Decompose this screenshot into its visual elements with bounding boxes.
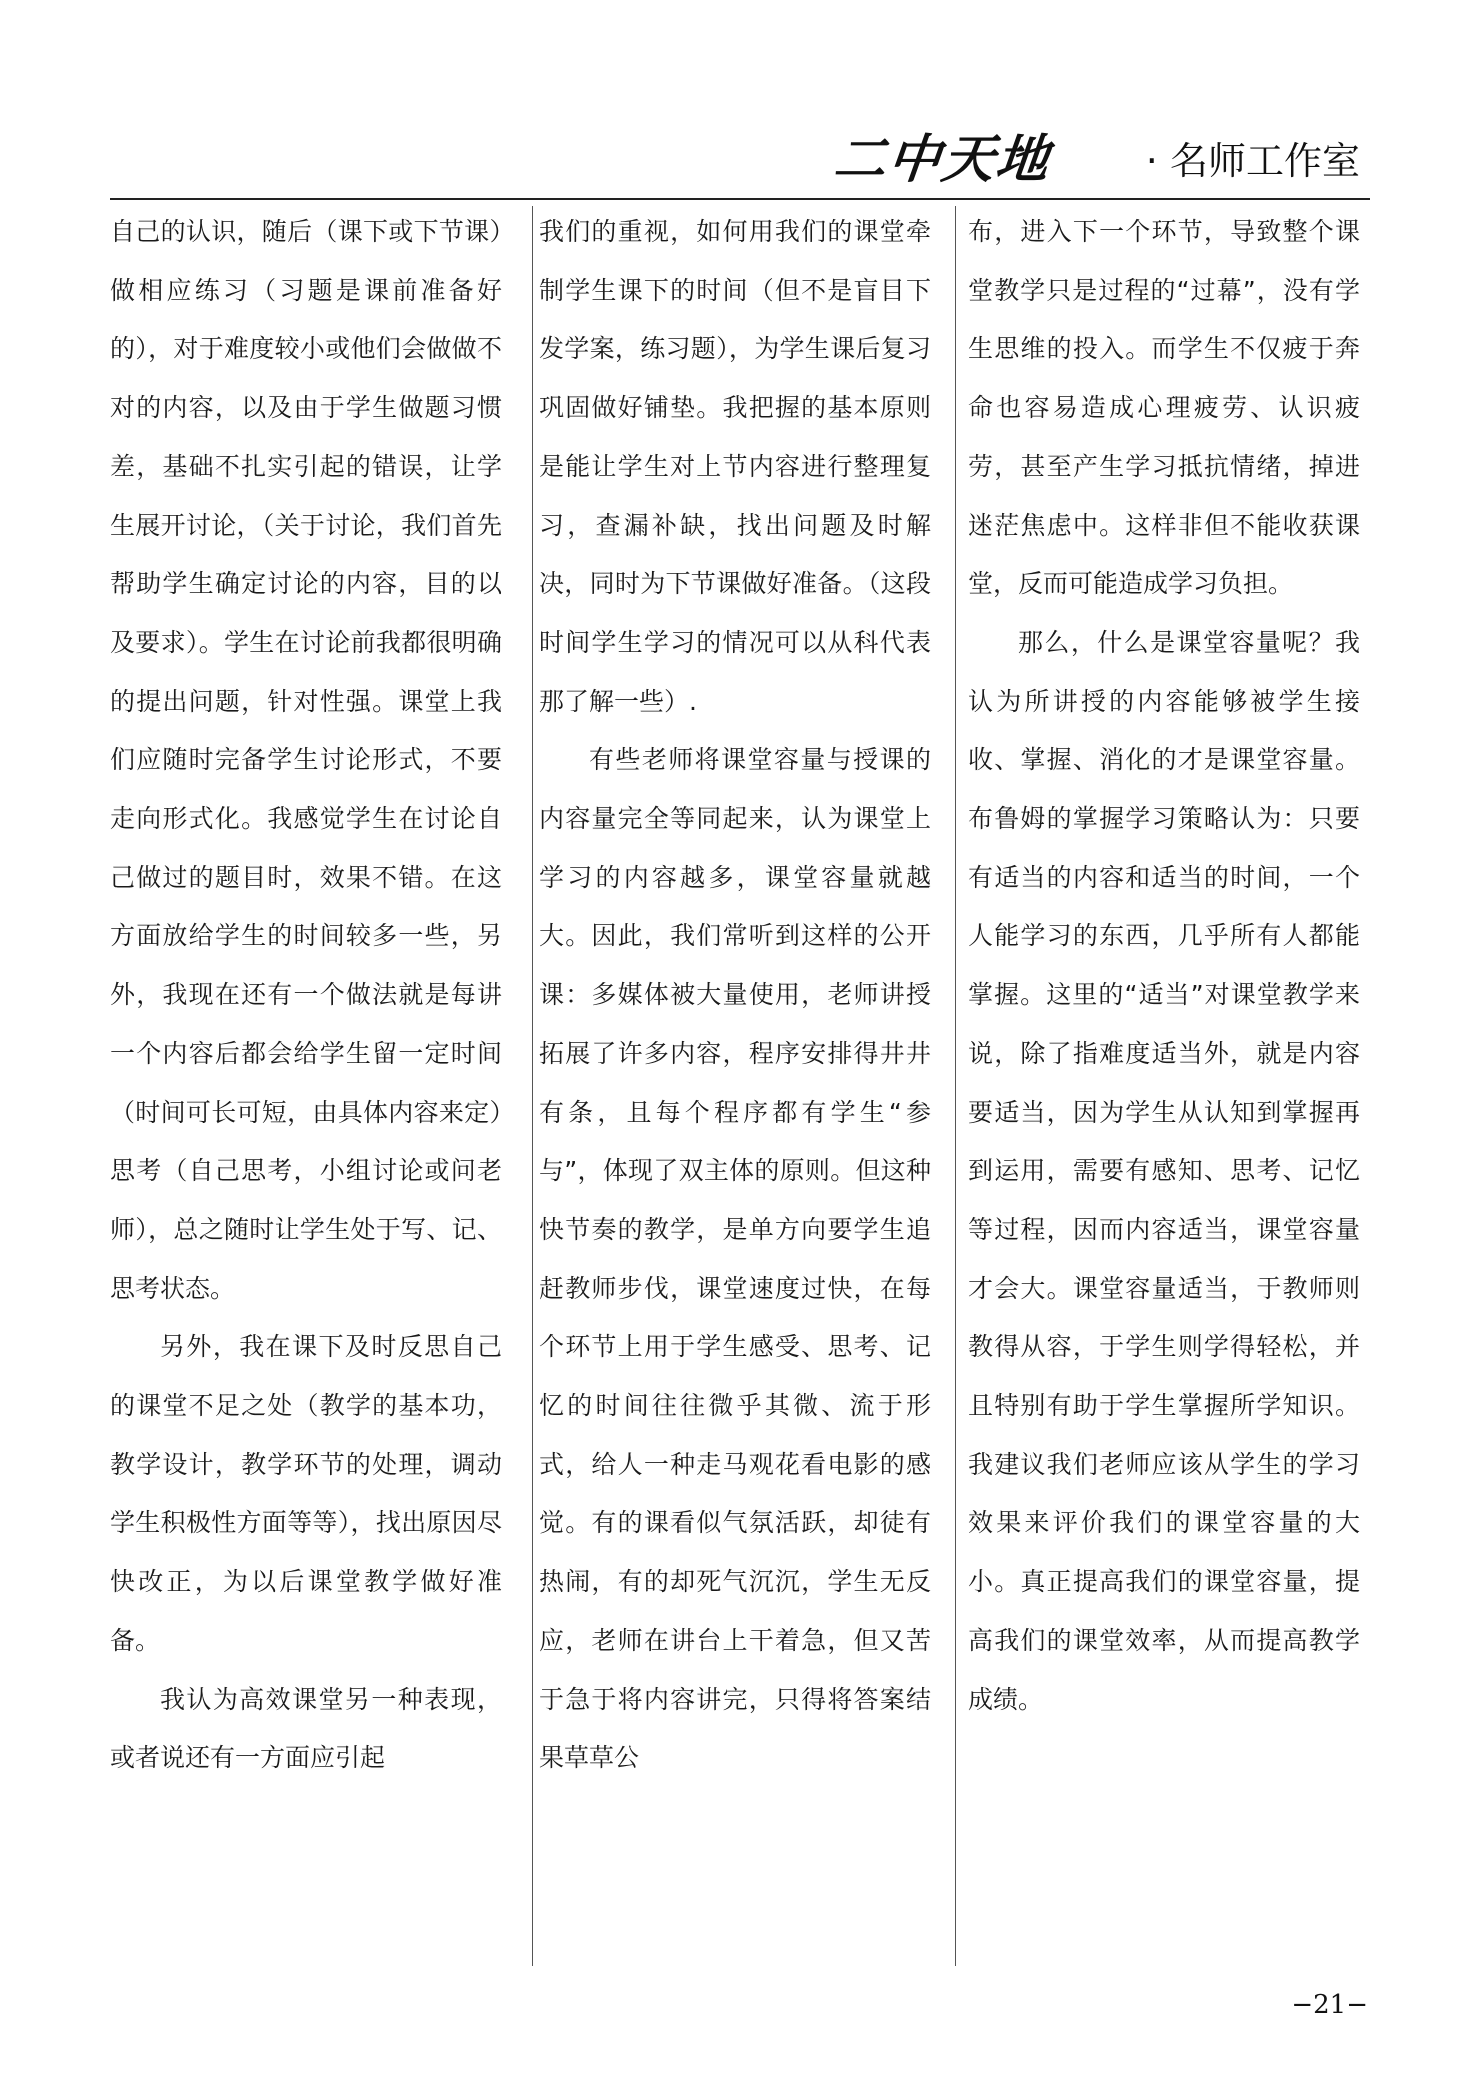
paragraph: 我认为高效课堂另一种表现，或者说还有一方面应引起 (110, 1684, 502, 1773)
paragraph: 布，进入下一个环节，导致整个课堂教学只是过程的“过幕”，没有学生思维的投入。而学生不仅疲于奔命也容易造成心理疲劳、认识疲劳，甚至产生学习抵抗情绪，掉进迷茫焦虑中。这样非但不能收获课堂，反而可能造成学习负担。 (968, 217, 1360, 599)
column-divider (955, 206, 956, 1966)
page-number: −21− (1291, 1990, 1368, 2020)
text-column-1 (110, 203, 502, 1973)
page-header (110, 128, 1370, 188)
paragraph: 有些老师将课堂容量与授课的内容量完全等同起来，认为课堂上学习的内容越多，课堂容量就越大。因此，我们常听到这样的公开课：多媒体被大量使用，老师讲授拓展了许多内容，程序安排得井井有条，且每个程序都有学生“参与”，体现了双主体的原则。但这种快节奏的教学，是单方向要学生追赶教师步伐，课堂速度过快，在每个环节上用于学生感受、思考、记忆的时间往往微乎其微、流于形式，给人一种走马观花看电影的感觉。有的课看似气氛活跃，却徒有热闹，有的却死气沉沉，学生无反应，老师在讲台上干着急，但又苦于急于将内容讲完，只得将答案结果草草公 (539, 745, 931, 1773)
paragraph: 我们的重视，如何用我们的课堂牵制学生课下的时间（但不是盲目下发学案，练习题），为学生课后复习巩固做好铺垫。我把握的基本原则是能让学生对上节内容进行整理复习，查漏补缺，找出问题及时解决，同时为下节课做好准备。（这段时间学生学习的情况可以从科代表那了解一些）. (539, 217, 931, 716)
paragraph: 另外，我在课下及时反思自己的课堂不足之处（教学的基本功，教学设计，教学环节的处理，调动学生积极性方面等等），找出原因尽快改正，为以后课堂教学做好准备。 (110, 1332, 502, 1655)
column-title (1146, 140, 1360, 182)
text-column-2 (539, 203, 931, 1973)
column-title-text: 名师工作室 (1169, 139, 1360, 183)
masthead-logo: 二中天地 (830, 129, 1054, 190)
text-column-3 (968, 203, 1360, 1973)
column-divider (532, 206, 533, 1966)
paragraph: 那么，什么是课堂容量呢？我认为所讲授的内容能够被学生接收、掌握、消化的才是课堂容量。布鲁姆的掌握学习策略认为：只要有适当的内容和适当的时间，一个人能学习的东西，几乎所有人都能掌握。这里的“适当”对课堂教学来说，除了指难度适当外，就是内容要适当，因为学生从认知到掌握再到运用，需要有感知、思考、记忆等过程，因而内容适当，课堂容量才会大。课堂容量适当，于教师则教得从容，于学生则学得轻松，并且特别有助于学生掌握所学知识。我建议我们老师应该从学生的学习效果来评价我们的课堂容量的大小。真正提高我们的课堂容量，提高我们的课堂效率，从而提高教学成绩。 (968, 627, 1360, 1714)
title-separator: · (1145, 139, 1158, 183)
paragraph: 自己的认识，随后（课下或下节课）做相应练习（习题是课前准备好的），对于难度较小或他们会做做不对的内容，以及由于学生做题习惯差，基础不扎实引起的错误，让学生展开讨论，（关于讨论，我们首先帮助学生确定讨论的内容，目的以及要求）。学生在讨论前我都很明确的提出问题，针对性强。课堂上我们应随时完备学生讨论形式，不要走向形式化。我感觉学生在讨论自己做过的题目时，效果不错。在这方面放给学生的时间较多一些，另外，我现在还有一个做法就是每讲一个内容后都会给学生留一定时间（时间可长可短，由具体内容来定）思考（自己思考，小组讨论或问老师），总之随时让学生处于写、记、思考状态。 (110, 217, 502, 1303)
header-rule (110, 198, 1370, 200)
